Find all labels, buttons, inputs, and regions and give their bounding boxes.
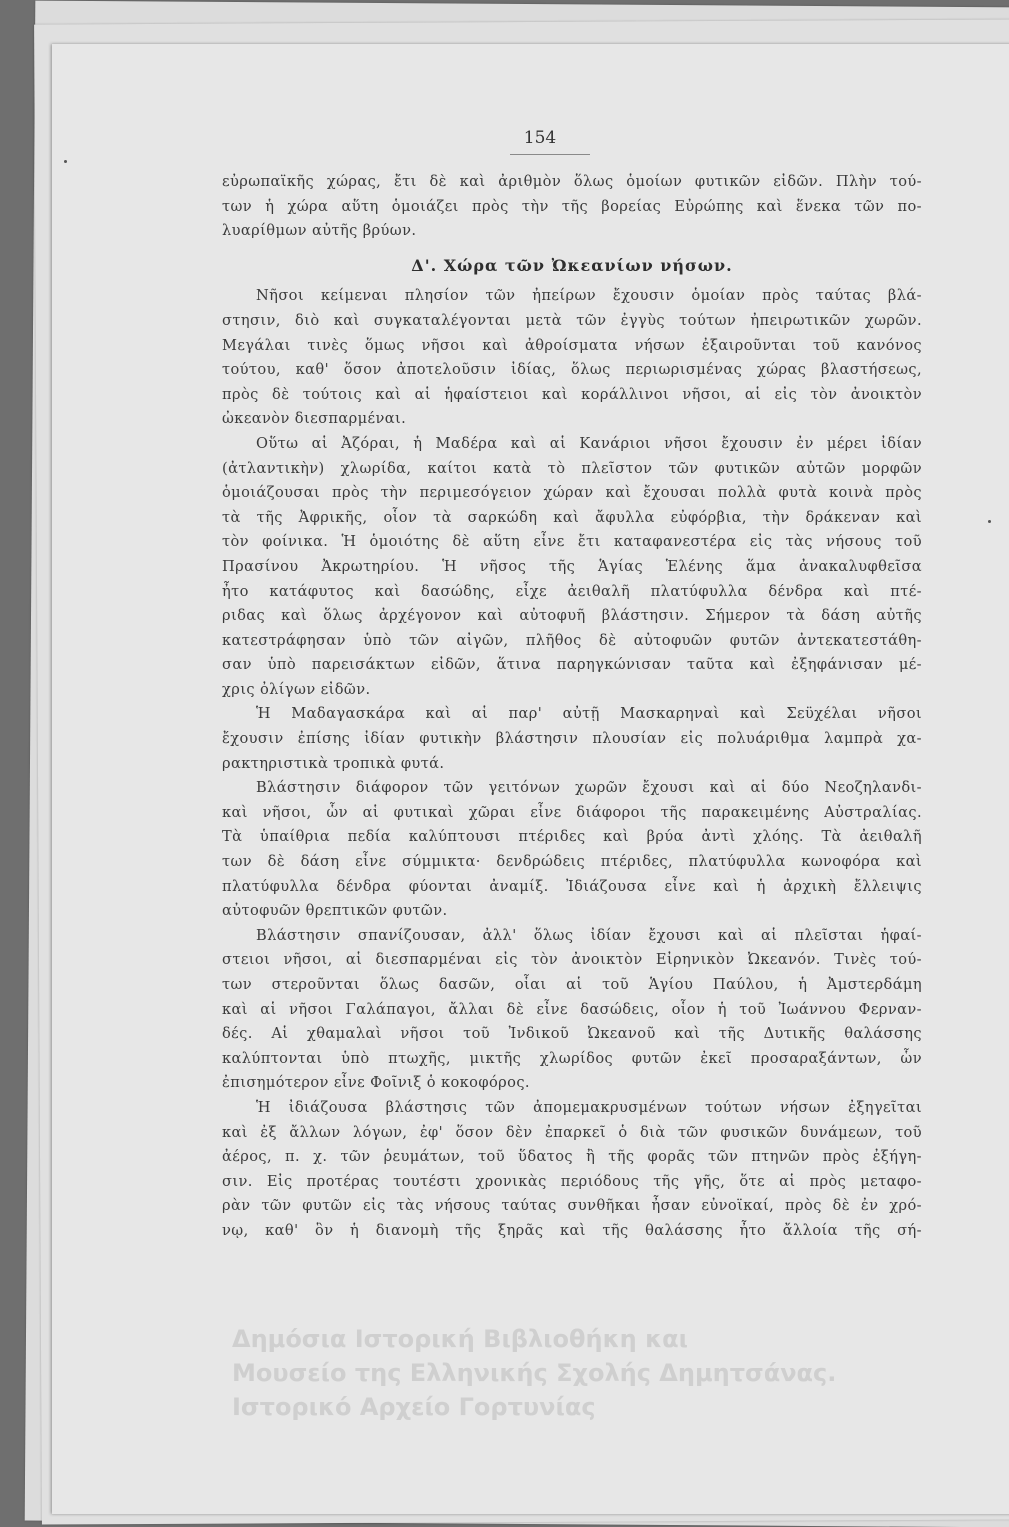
- text-line: χρις ὀλίγων εἰδῶν.: [222, 680, 371, 698]
- text-line: λυαρίθμων αὐτῆς βρύων.: [222, 222, 417, 240]
- text-line: καὶ αἱ νῆσοι Γαλάπαγοι, ἄλλαι δὲ εἶνε δασώδεις, οἷον ἡ τοῦ Ἰωάννου Φερναν-: [222, 1000, 922, 1018]
- text-line: αὐτοφυῶν θρεπτικῶν φυτῶν.: [222, 902, 448, 920]
- text-line: καλύπτονται ὑπὸ πτωχῆς, μικτῆς χλωρίδος φυτῶν ἐκεῖ προσαραξάντων, ὧν: [222, 1049, 922, 1067]
- text-line: (ἀτλαντικὴν) χλωρίδα, καίτοι κατὰ τὸ πλεῖστον τῶν φυτικῶν αὐτῶν μορφῶν: [222, 459, 922, 477]
- text-line: Ἡ ἰδιάζουσα βλάστησις τῶν ἀπομεμακρυσμένων τούτων νήσων ἐξηγεῖται: [256, 1098, 922, 1116]
- archive-watermark: [232, 1322, 992, 1424]
- text-line: τούτου, καθ' ὅσον ἀποτελοῦσιν ἰδίας, ὅλως περιωρισμένας χώρας βλαστήσεως,: [222, 361, 922, 379]
- text-line: καὶ ἐξ ἄλλων λόγων, ἐφ' ὅσον δὲν ἐπαρκεῖ ὁ διὰ τῶν φυσικῶν δυνάμεων, τοῦ: [222, 1123, 922, 1141]
- text-line: εὐρωπαϊκῆς χώρας, ἔτι δὲ καὶ ἀριθμὸν ὅλως ὁμοίων φυτικῶν εἰδῶν. Πλὴν τού-: [222, 173, 922, 190]
- text-line: των ἡ χώρα αὕτη ὁμοιάζει πρὸς τὴν τῆς βορείας Εὐρώπης καὶ ἕνεκα τῶν πο-: [222, 197, 922, 215]
- text-line: σιν. Εἰς προτέρας τουτέστι χρονικὰς περιόδους τῆς γῆς, ὅτε αἱ πρὸς μεταφο-: [222, 1172, 922, 1190]
- text-line: ριδας καὶ ὅλως ἀρχέγονον καὶ αὐτοφυῆ βλάστησιν. Σήμερον τὰ δάση αὐτῆς: [222, 607, 922, 625]
- paper-speck: [988, 520, 991, 523]
- text-line: Τὰ ὑπαίθρια πεδία καλύπτουσι πτέριδες καὶ βρύα ἀντὶ χλόης. Τὰ ἀειθαλῆ: [222, 828, 922, 846]
- text-line: των δὲ δάση εἶνε σύμμικτα· δενδρώδεις πτέριδες, πλατύφυλλα κωνοφόρα καὶ: [222, 853, 922, 871]
- text-line: ἀέρος, π. χ. τῶν ῥευμάτων, τοῦ ὕδατος ἢ τῆς φορᾶς τῶν πτηνῶν πρὸς ἐξήγη-: [222, 1148, 922, 1166]
- text-line: στειοι νῆσοι, αἱ διεσπαρμέναι εἰς τὸν ἀνοικτὸν Εἰρηνικὸν Ὠκεανόν. Τινὲς τού-: [222, 951, 922, 969]
- page-text: [222, 170, 922, 1244]
- text-line: κατεστράφησαν ὑπὸ τῶν αἰγῶν, πλῆθος δὲ αὐτοφυῶν φυτῶν ἀντεκατεστάθη-: [222, 631, 922, 649]
- section-heading: Δ'. Χώρα τῶν Ὠκεανίων νήσων.: [411, 255, 733, 275]
- text-line: καὶ νῆσοι, ὧν αἱ φυτικαὶ χῶραι εἶνε διάφοροι τῆς παρακειμένης Αὐστραλίας.: [222, 803, 922, 821]
- text-line: Βλάστησιν διάφορον τῶν γειτόνων χωρῶν ἔχουσι καὶ αἱ δύο Νεοζηλανδι-: [256, 779, 922, 797]
- watermark-line: Δημόσια Ιστορική Βιβλιοθήκη και: [232, 1325, 688, 1353]
- text-line: ἐπισημότερον εἶνε Φοῖνιξ ὁ κοκοφόρος.: [222, 1074, 530, 1092]
- watermark-line: Ιστορικό Αρχείο Γορτυνίας: [232, 1393, 596, 1421]
- page-number: 154: [523, 128, 557, 148]
- text-line: τὸν φοίνικα. Ἡ ὁμοιότης δὲ αὕτη εἶνε ἔτι καταφανεστέρα εἰς τὰς νήσους τοῦ: [222, 533, 922, 551]
- text-line: Βλάστησιν σπανίζουσαν, ἀλλ' ὅλως ἰδίαν ἔχουσι καὶ αἱ πλεῖσται ἡφαί-: [256, 926, 922, 944]
- text-line: ὁμοιάζουσαι πρὸς τὴν περιμεσόγειον χώραν καὶ ἔχουσαι πολλὰ φυτὰ κοινὰ πρὸς: [222, 484, 922, 502]
- text-line: Μεγάλαι τινὲς ὅμως νῆσοι καὶ ἀθροίσματα νήσων ἐξαιροῦνται τοῦ κανόνος: [222, 336, 922, 354]
- text-line: ὠκεανὸν διεσπαρμέναι.: [222, 410, 407, 428]
- text-line: ἦτο κατάφυτος καὶ δασώδης, εἶχε ἀειθαλῆ πλατύφυλλα δένδρα καὶ πτέ-: [222, 582, 922, 600]
- text-line: ἔχουσιν ἐπίσης ἰδίαν φυτικὴν βλάστησιν πλουσίαν εἰς πολυάριθμα λαμπρὰ χα-: [222, 730, 922, 748]
- text-line: Οὕτω αἱ Ἀζόραι, ἡ Μαδέρα καὶ αἱ Κανάριοι νῆσοι ἔχουσιν ἐν μέρει ἰδίαν: [256, 434, 922, 452]
- text-line: Πρασίνου Ἀκρωτηρίου. Ἡ νῆσος τῆς Ἁγίας Ἑλένης ἅμα ἀνακαλυφθεῖσα: [222, 557, 922, 575]
- text-line: ρακτηριστικὰ τροπικὰ φυτά.: [222, 754, 445, 772]
- text-line: δές. Αἱ χθαμαλαὶ νῆσοι τοῦ Ἰνδικοῦ Ὠκεανοῦ καὶ τῆς Δυτικῆς θαλάσσης: [222, 1025, 922, 1043]
- text-line: πλατύφυλλα δένδρα φύονται ἀναμίξ. Ἰδιάζουσα εἶνε καὶ ἡ ἀρχικὴ ἔλλειψις: [222, 877, 922, 895]
- text-line: των στεροῦνται ὅλως δασῶν, οἷαι αἱ τοῦ Ἁγίου Παύλου, ἡ Ἀμστερδάμη: [222, 976, 922, 993]
- watermark-line: Μουσείο της Ελληνικής Σχολής Δημητσάνας.: [232, 1359, 837, 1387]
- text-line: ρὰν τῶν φυτῶν εἰς τὰς νήσους ταύτας συνθῆκαι ἦσαν εὐνοϊκαί, πρὸς δὲ ἐν χρό-: [222, 1197, 922, 1215]
- paper-speck: [64, 160, 67, 163]
- text-line: τὰ τῆς Ἀφρικῆς, οἷον τὰ σαρκώδη καὶ ἄφυλλα εὐφόρβια, τὴν δράκεναν καὶ: [222, 508, 922, 526]
- text-line: νῳ, καθ' ὃν ἡ διανομὴ τῆς ξηρᾶς καὶ τῆς θαλάσσης ἦτο ἄλλοία τῆς σή-: [222, 1221, 922, 1239]
- page-number-rule: [510, 154, 590, 155]
- text-line: Νῆσοι κείμεναι πλησίον τῶν ἠπείρων ἔχουσιν ὁμοίαν πρὸς ταύτας βλά-: [256, 287, 922, 305]
- text-line: στησιν, διὸ καὶ συγκαταλέγονται μετὰ τῶν ἐγγὺς τούτων ἠπειρωτικῶν χωρῶν.: [222, 311, 922, 329]
- text-line: πρὸς δὲ τούτοις καὶ αἱ ἡφαίστειοι καὶ κοράλλινοι νῆσοι, αἱ εἰς τὸν ἀνοικτὸν: [222, 385, 922, 403]
- text-line: σαν ὑπὸ παρεισάκτων εἰδῶν, ἅτινα παρηγκώνισαν ταῦτα καὶ ἐξηφάνισαν μέ-: [222, 656, 922, 674]
- text-line: Ἡ Μαδαγασκάρα καὶ αἱ παρ' αὐτῇ Μασκαρηναὶ καὶ Σεϋχέλαι νῆσοι: [256, 705, 922, 723]
